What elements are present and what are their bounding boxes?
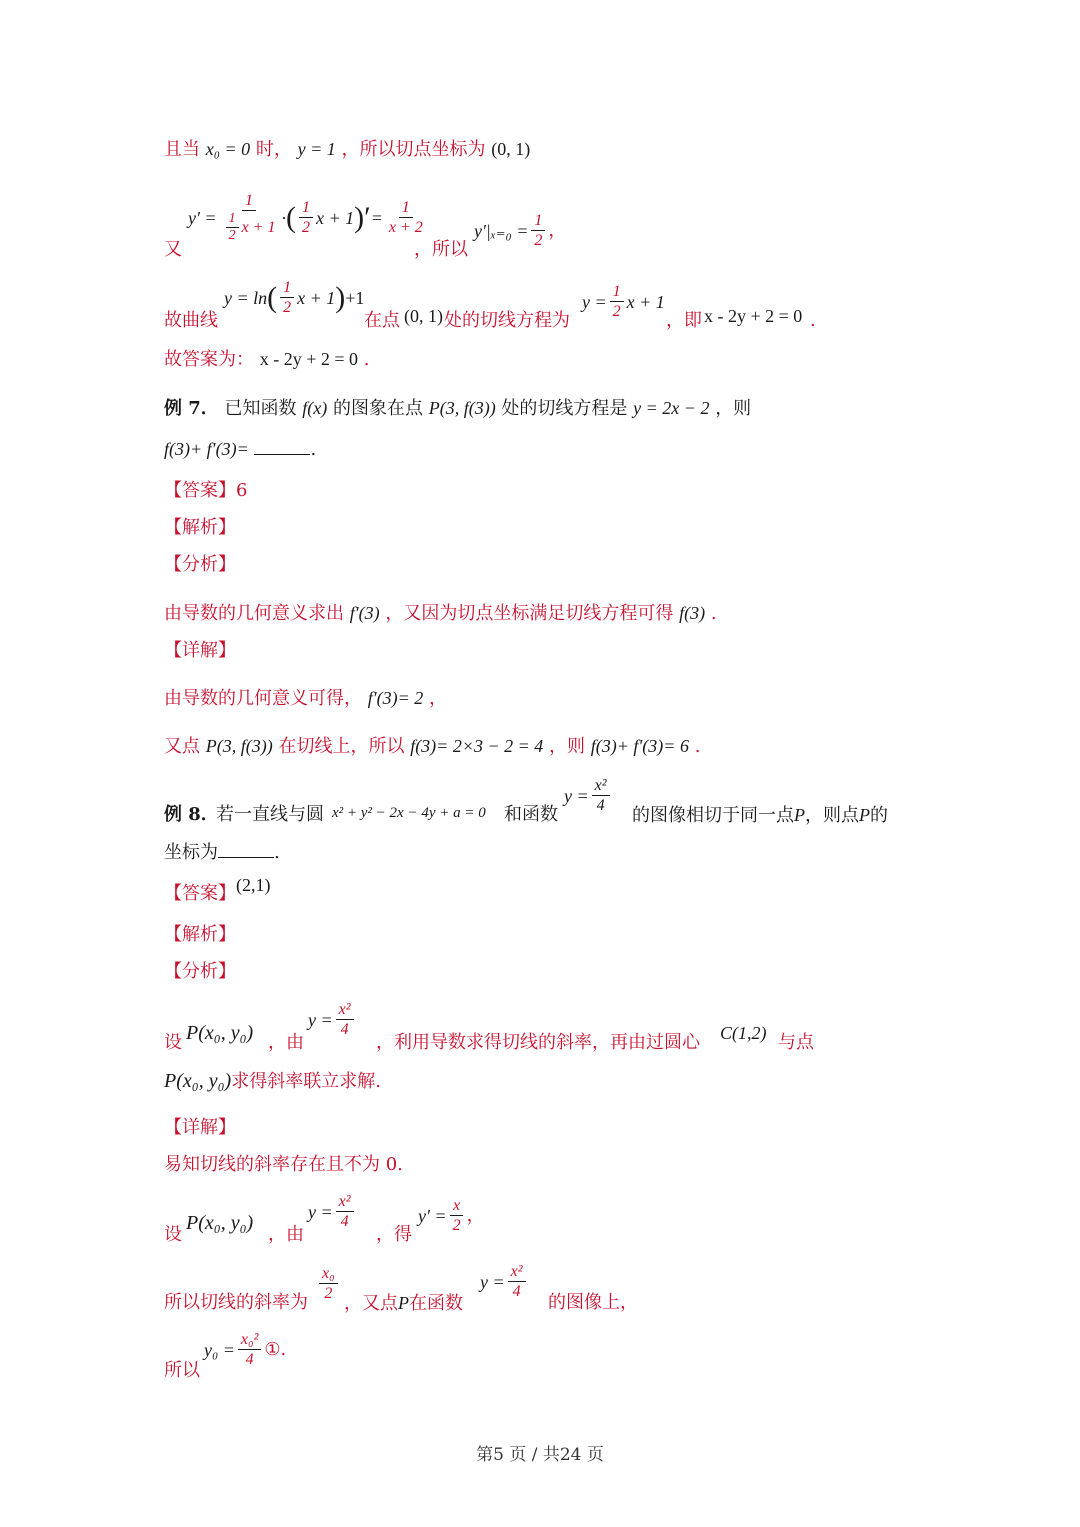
text: 在点 (364, 310, 400, 331)
example-8-fenxi: 【分析】 (164, 961, 236, 982)
math: y = ln (224, 287, 268, 308)
math: x - 2y + 2 = 0 (259, 349, 359, 369)
curve-formula: y = ln ( $\frac{1}{2}$ x + 1 ) +1 (224, 279, 365, 316)
example-8-xiangjie: 【详解】 (164, 1117, 236, 1138)
text: 又 (164, 239, 182, 260)
fraction: $\frac{\text{x₀²}}{4}$ (238, 1330, 261, 1369)
math: P(3, f(3)) (205, 736, 273, 756)
example-8-question: 例 8． 若一直线与圆 x² + y² − 2x − 4y + a = 0 和函数 y = $\frac{\text{x²}}{4}$ 的图像相切于同一点P，则点P的 (164, 777, 888, 826)
answer-tag: 【答案】 (164, 480, 236, 501)
page-footer: 第5 页 / 共24 页 (476, 1445, 604, 1465)
math: C(1,2) (720, 1023, 767, 1043)
text: 处的切线方程为 (444, 310, 570, 331)
math: f(3)+ f′(3)= 6 (590, 736, 689, 756)
math: x₀ = 0 (205, 139, 251, 159)
math: x² + y² − 2x − 4y + a = 0 (332, 805, 486, 821)
math: +1 (345, 287, 365, 308)
equation-1: y₀ = $\frac{\text{x₀²}}{4}$ ①. (204, 1331, 287, 1368)
example-7-detail-2 (164, 733, 930, 760)
line-tangent-equation (164, 278, 930, 338)
fraction: $\frac{1}{2}$ (299, 198, 313, 237)
text: ，则 (715, 398, 752, 419)
fraction: $\frac{\text{x²}}{4}$ (508, 1262, 526, 1301)
line-derivative (164, 185, 930, 265)
fraction: $\frac{\text{x₀}}{2}$ (319, 1264, 338, 1303)
math: x - 2y + 2 = 0 (704, 306, 803, 326)
example-7-fenxi: 【分析】 (164, 554, 236, 575)
example-7-jiexi: 【解析】 (164, 517, 236, 538)
example-7-detail-1 (164, 685, 930, 712)
text: 处的切线方程是 (501, 398, 628, 419)
tangent-formula: y = $\frac{1}{2}$ x + 1 (582, 283, 665, 320)
text: 又点 (164, 736, 200, 757)
fraction: $\frac{1}{2}$ (610, 282, 624, 321)
text: ，所以 (414, 239, 468, 260)
fraction: $\frac{1}{x + 2}$ (388, 199, 423, 236)
derivative-formula: y′ = 1 $\frac{1}{2}$ x + 1 · ( $\frac{1}{2}$ x + 1 )′ = $\frac{1}{x + 2}$ (188, 191, 429, 244)
math: f′(3) (349, 603, 380, 623)
example-7-xiangjie: 【详解】 (164, 640, 236, 661)
math: P(x₀, y₀) (186, 1022, 254, 1044)
example-7-question (164, 395, 930, 422)
math: f(3)+ f′(3)= (164, 439, 249, 459)
answer-blank (218, 839, 274, 858)
example-label: 例 8． (164, 804, 219, 825)
text: ，所以切点坐标为 (341, 139, 486, 160)
math: P(x₀, y₀) (164, 1070, 232, 1092)
fraction: $\frac{x}{2}$ (450, 1196, 464, 1235)
text: 故曲线 (164, 310, 218, 331)
math: · (281, 207, 286, 228)
answer-value: (2,1) (236, 875, 271, 895)
text: 且当 (164, 139, 200, 160)
fraction: $\frac{1}{2}$ (531, 211, 545, 250)
text: 的图像相切于同一点 (632, 805, 794, 826)
function-formula: y = $\frac{\text{x²}}{4}$ (308, 1000, 357, 1039)
example-8-detail-2: 设 P(x₀, y₀) ，由 y = $\frac{\text{x²}}{4}$ ，得 y′ = $\frac{x}{2}$ ， (164, 1193, 485, 1245)
math: y′|ₓ₌₀ = (474, 220, 529, 241)
text: 故答案为： (164, 349, 254, 370)
text: 已知函数 (224, 398, 297, 419)
text: 和函数 (504, 804, 558, 825)
example-8-detail-4: 所以 y₀ = $\frac{\text{x₀²}}{4}$ ①. (164, 1331, 287, 1381)
example-8-detail-3: 所以切线的斜率为 $\frac{\text{x₀}}{2}$ ，又点P在函数 y = $\frac{\text{x²}}{4}$ 的图像上， (164, 1263, 638, 1314)
math: f′(3)= 2 (367, 688, 424, 708)
math: P(3, f(3)) (428, 398, 496, 418)
text: . (710, 603, 717, 624)
text: 若一直线与圆 (216, 804, 324, 825)
fraction: $\frac{\text{x²}}{4}$ (336, 1192, 354, 1231)
example-label: 例 7． (164, 398, 219, 419)
math: (0, 1) (404, 306, 443, 326)
text: . (694, 736, 701, 757)
text: ，即 (666, 310, 702, 331)
example-8-jiexi: 【解析】 (164, 924, 236, 945)
math: P(x₀, y₀) (186, 1212, 254, 1234)
text: 时， (255, 139, 292, 160)
math: y = (582, 291, 607, 312)
math: f(3)= 2×3 − 2 = 4 (410, 736, 544, 756)
example-8-detail-1: 易知切线的斜率存在且不为 0. (164, 1154, 403, 1175)
math: y = 2x − 2 (633, 398, 710, 418)
fraction: $\frac{\text{x²}}{4}$ (336, 1000, 354, 1039)
example-7-answer (164, 478, 930, 504)
answer-blank (254, 436, 310, 455)
derivative-formula: y′ = $\frac{x}{2}$ ， (418, 1197, 485, 1234)
text: 由导数的几何意义求出 (164, 603, 344, 624)
math: f(x) (302, 398, 328, 418)
text: . (810, 310, 816, 331)
text: ，则 (549, 736, 585, 757)
example-8-analysis-1: 设 P(x₀, y₀) ，由 y = $\frac{\text{x²}}{4}$ ，利用导数求得切线的斜率，再由过圆心 C(1,2) 与点 (164, 1001, 814, 1053)
function-formula: y = $\frac{\text{x²}}{4}$ (480, 1262, 529, 1301)
answer-tag: 【答案】 (164, 883, 236, 904)
line-tangent-point (164, 136, 930, 163)
line-answer-6 (164, 346, 930, 373)
derivative-at-zero: y′|ₓ₌₀ = $\frac{1}{2}$ ， (474, 212, 567, 249)
fraction: $\frac{\text{x²}}{4}$ (592, 776, 610, 815)
fraction: $\frac{1}{2}$ (280, 278, 294, 317)
function-formula: y = $\frac{\text{x²}}{4}$ (564, 776, 613, 815)
math: = (370, 207, 383, 228)
answer-value: 6 (236, 480, 248, 501)
example-7-question-cont: f(3)+ f′(3)= . (164, 436, 930, 463)
math: y = 1 (297, 139, 336, 159)
text: 由导数的几何意义可得， (164, 688, 362, 709)
text: ， (429, 688, 448, 709)
math: (0, 1) (491, 139, 531, 159)
example-8-answer (164, 875, 930, 907)
text: . (363, 349, 370, 370)
fraction: 1 $\frac{1}{2}$ x + 1 (220, 191, 279, 244)
function-formula: y = $\frac{\text{x²}}{4}$ (308, 1192, 357, 1231)
text: 在切线上，所以 (278, 736, 405, 757)
example-7-analysis (164, 600, 930, 627)
example-8-analysis-2: P(x₀, y₀)求得斜率联立求解. (164, 1070, 381, 1092)
text: 的图象在点 (332, 398, 423, 419)
math: f(3) (679, 603, 706, 623)
math: y′ = (188, 207, 217, 228)
text: ，又因为切点坐标满足切线方程可得 (385, 603, 674, 624)
example-8-question-cont: 坐标为 . (164, 839, 930, 866)
